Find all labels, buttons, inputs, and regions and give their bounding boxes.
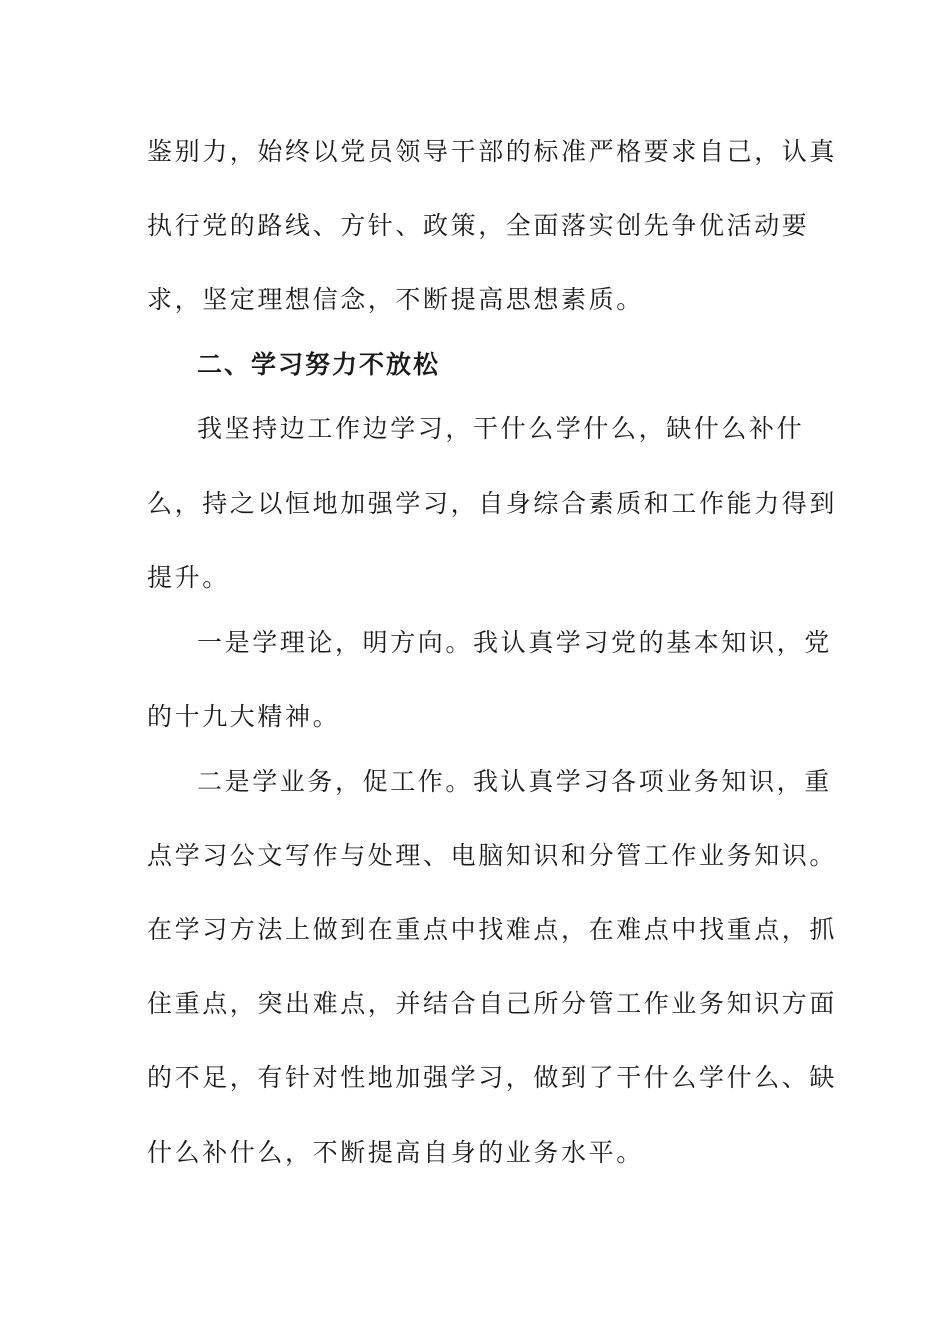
paragraph-line: 我坚持边工作边学习，干什么学什么，缺什么补什	[197, 414, 805, 443]
paragraph-line: 的十九大精神。	[147, 702, 341, 731]
paragraph-line: 点学习公文写作与处理、电脑知识和分管工作业务知识。	[147, 841, 838, 870]
paragraph-line: 的不足，有针对性地加强学习，做到了干什么学什么、缺	[147, 1063, 838, 1092]
paragraph-line: 在学习方法上做到在重点中找难点，在难点中找重点，抓	[147, 915, 838, 944]
paragraph-line: 鉴别力，始终以党员领导干部的标准严格要求自己，认真	[147, 137, 838, 166]
paragraph-line: 一是学理论，明方向。我认真学习党的基本知识，党	[197, 628, 832, 657]
paragraph-line: 求，坚定理想信念，不断提高思想素质。	[147, 285, 644, 314]
paragraph-line: 么，持之以恒地加强学习，自身综合素质和工作能力得到	[147, 489, 838, 518]
paragraph-line: 执行党的路线、方针、政策，全面落实创先争优活动要	[147, 211, 810, 240]
paragraph-line: 住重点，突出难点，并结合自己所分管工作业务知识方面	[147, 989, 838, 1018]
paragraph-line: 提升。	[147, 563, 230, 592]
paragraph-line: 什么补什么，不断提高自身的业务水平。	[147, 1138, 644, 1167]
section-heading: 二、学习努力不放松	[197, 350, 441, 379]
paragraph-line: 二是学业务，促工作。我认真学习各项业务知识，重	[197, 767, 832, 796]
